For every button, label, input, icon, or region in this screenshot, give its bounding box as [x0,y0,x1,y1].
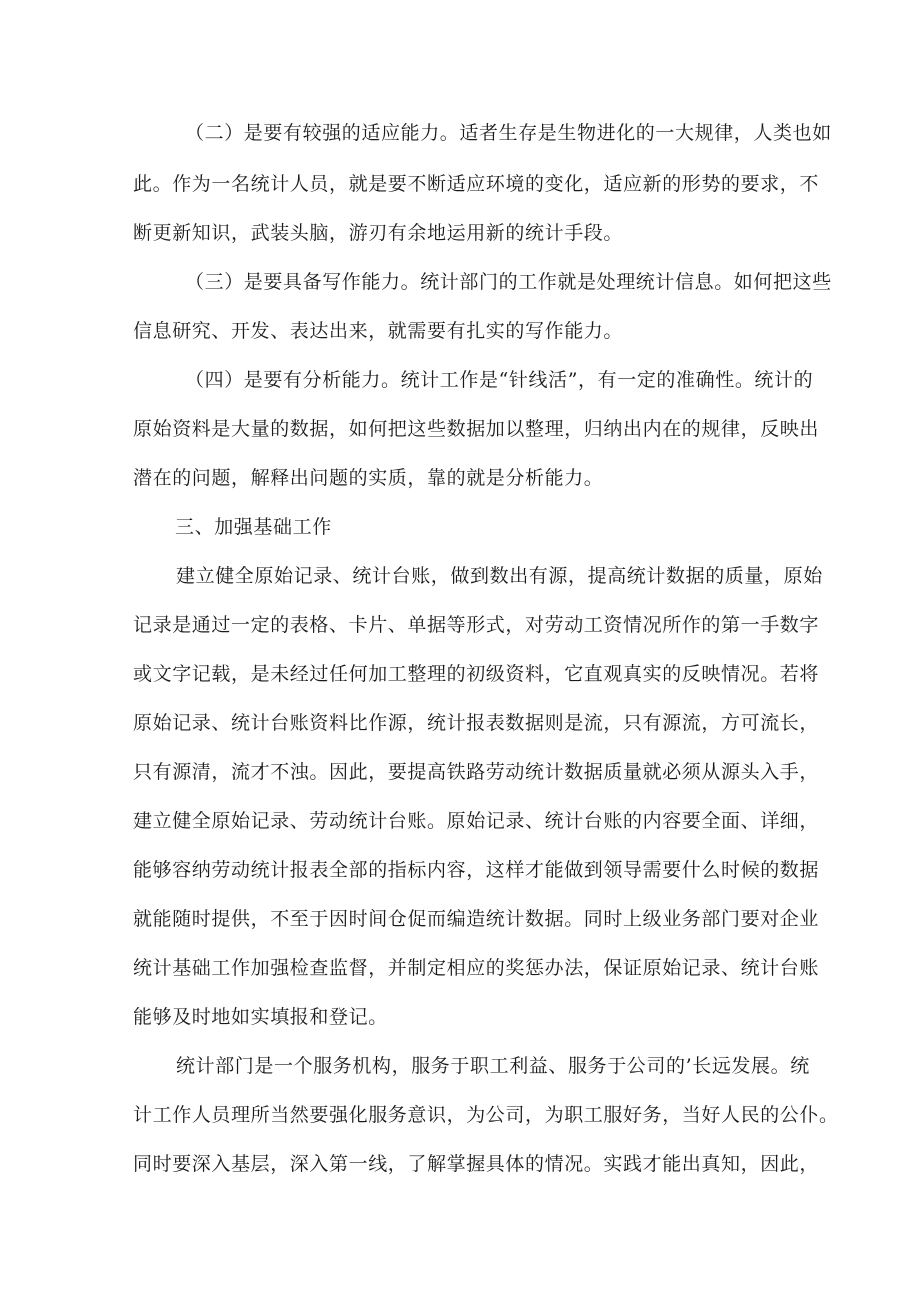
section-heading: 三、加强基础工作 [175,516,332,538]
text-line: （四）是要有分析能力。统计工作是“针线活”，有一定的准确性。统计的 [185,369,814,391]
text-line: 原始资料是大量的数据，如何把这些数据加以整理，归纳出内在的规律，反映出 [133,418,820,440]
text-line: 只有源清，流才不浊。因此，要提高铁路劳动统计数据质量就必须从源头入手， [133,761,820,783]
text-line: 断更新知识，武装头脑，游刃有余地运用新的统计手段。 [133,222,624,244]
text-line: 能够容纳劳动统计报表全部的指标内容，这样才能做到领导需要什么时候的数据 [133,859,820,881]
text-line: 建立健全原始记录、劳动统计台账。原始记录、统计台账的内容要全面、详细， [133,810,820,832]
text-line: 就能随时提供，不至于因时间仓促而编造统计数据。同时上级业务部门要对企业 [133,908,820,930]
text-line: （二）是要有较强的适应能力。适者生存是生物进化的一大规律，人类也如 [185,122,832,144]
text-line: 记录是通过一定的表格、卡片、单据等形式，对劳动工资情况所作的第一手数字 [133,614,820,636]
text-line: 同时要深入基层，深入第一线，了解掌握具体的情况。实践才能出真知，因此， [133,1153,820,1175]
text-line: 统计基础工作加强检查监督，并制定相应的奖惩办法，保证原始记录、统计台账 [133,957,820,979]
text-line: 计工作人员理所当然要强化服务意识，为公司，为职工服好务，当好人民的公仆。 [133,1104,839,1126]
text-line: 或文字记载，是未经过任何加工整理的初级资料，它直观真实的反映情况。若将 [133,663,820,685]
text-line: 能够及时地如实填报和登记。 [133,1006,388,1028]
text-line: 原始记录、统计台账资料比作源，统计报表数据则是流，只有源流，方可流长， [133,712,820,734]
text-line: 统计部门是一个服务机构，服务于职工利益、服务于公司的’长远发展。统 [176,1055,810,1077]
text-line: 此。作为一名统计人员，就是要不断适应环境的变化，适应新的形势的要求，不 [133,173,820,195]
text-line: （三）是要具备写作能力。统计部门的工作就是处理统计信息。如何把这些 [185,271,832,293]
text-line: 建立健全原始记录、统计台账，做到数出有源，提高统计数据的质量，原始 [176,565,823,587]
text-line: 潜在的问题，解释出问题的实质，靠的就是分析能力。 [133,467,604,489]
text-line: 信息研究、开发、表达出来，就需要有扎实的写作能力。 [133,320,624,342]
